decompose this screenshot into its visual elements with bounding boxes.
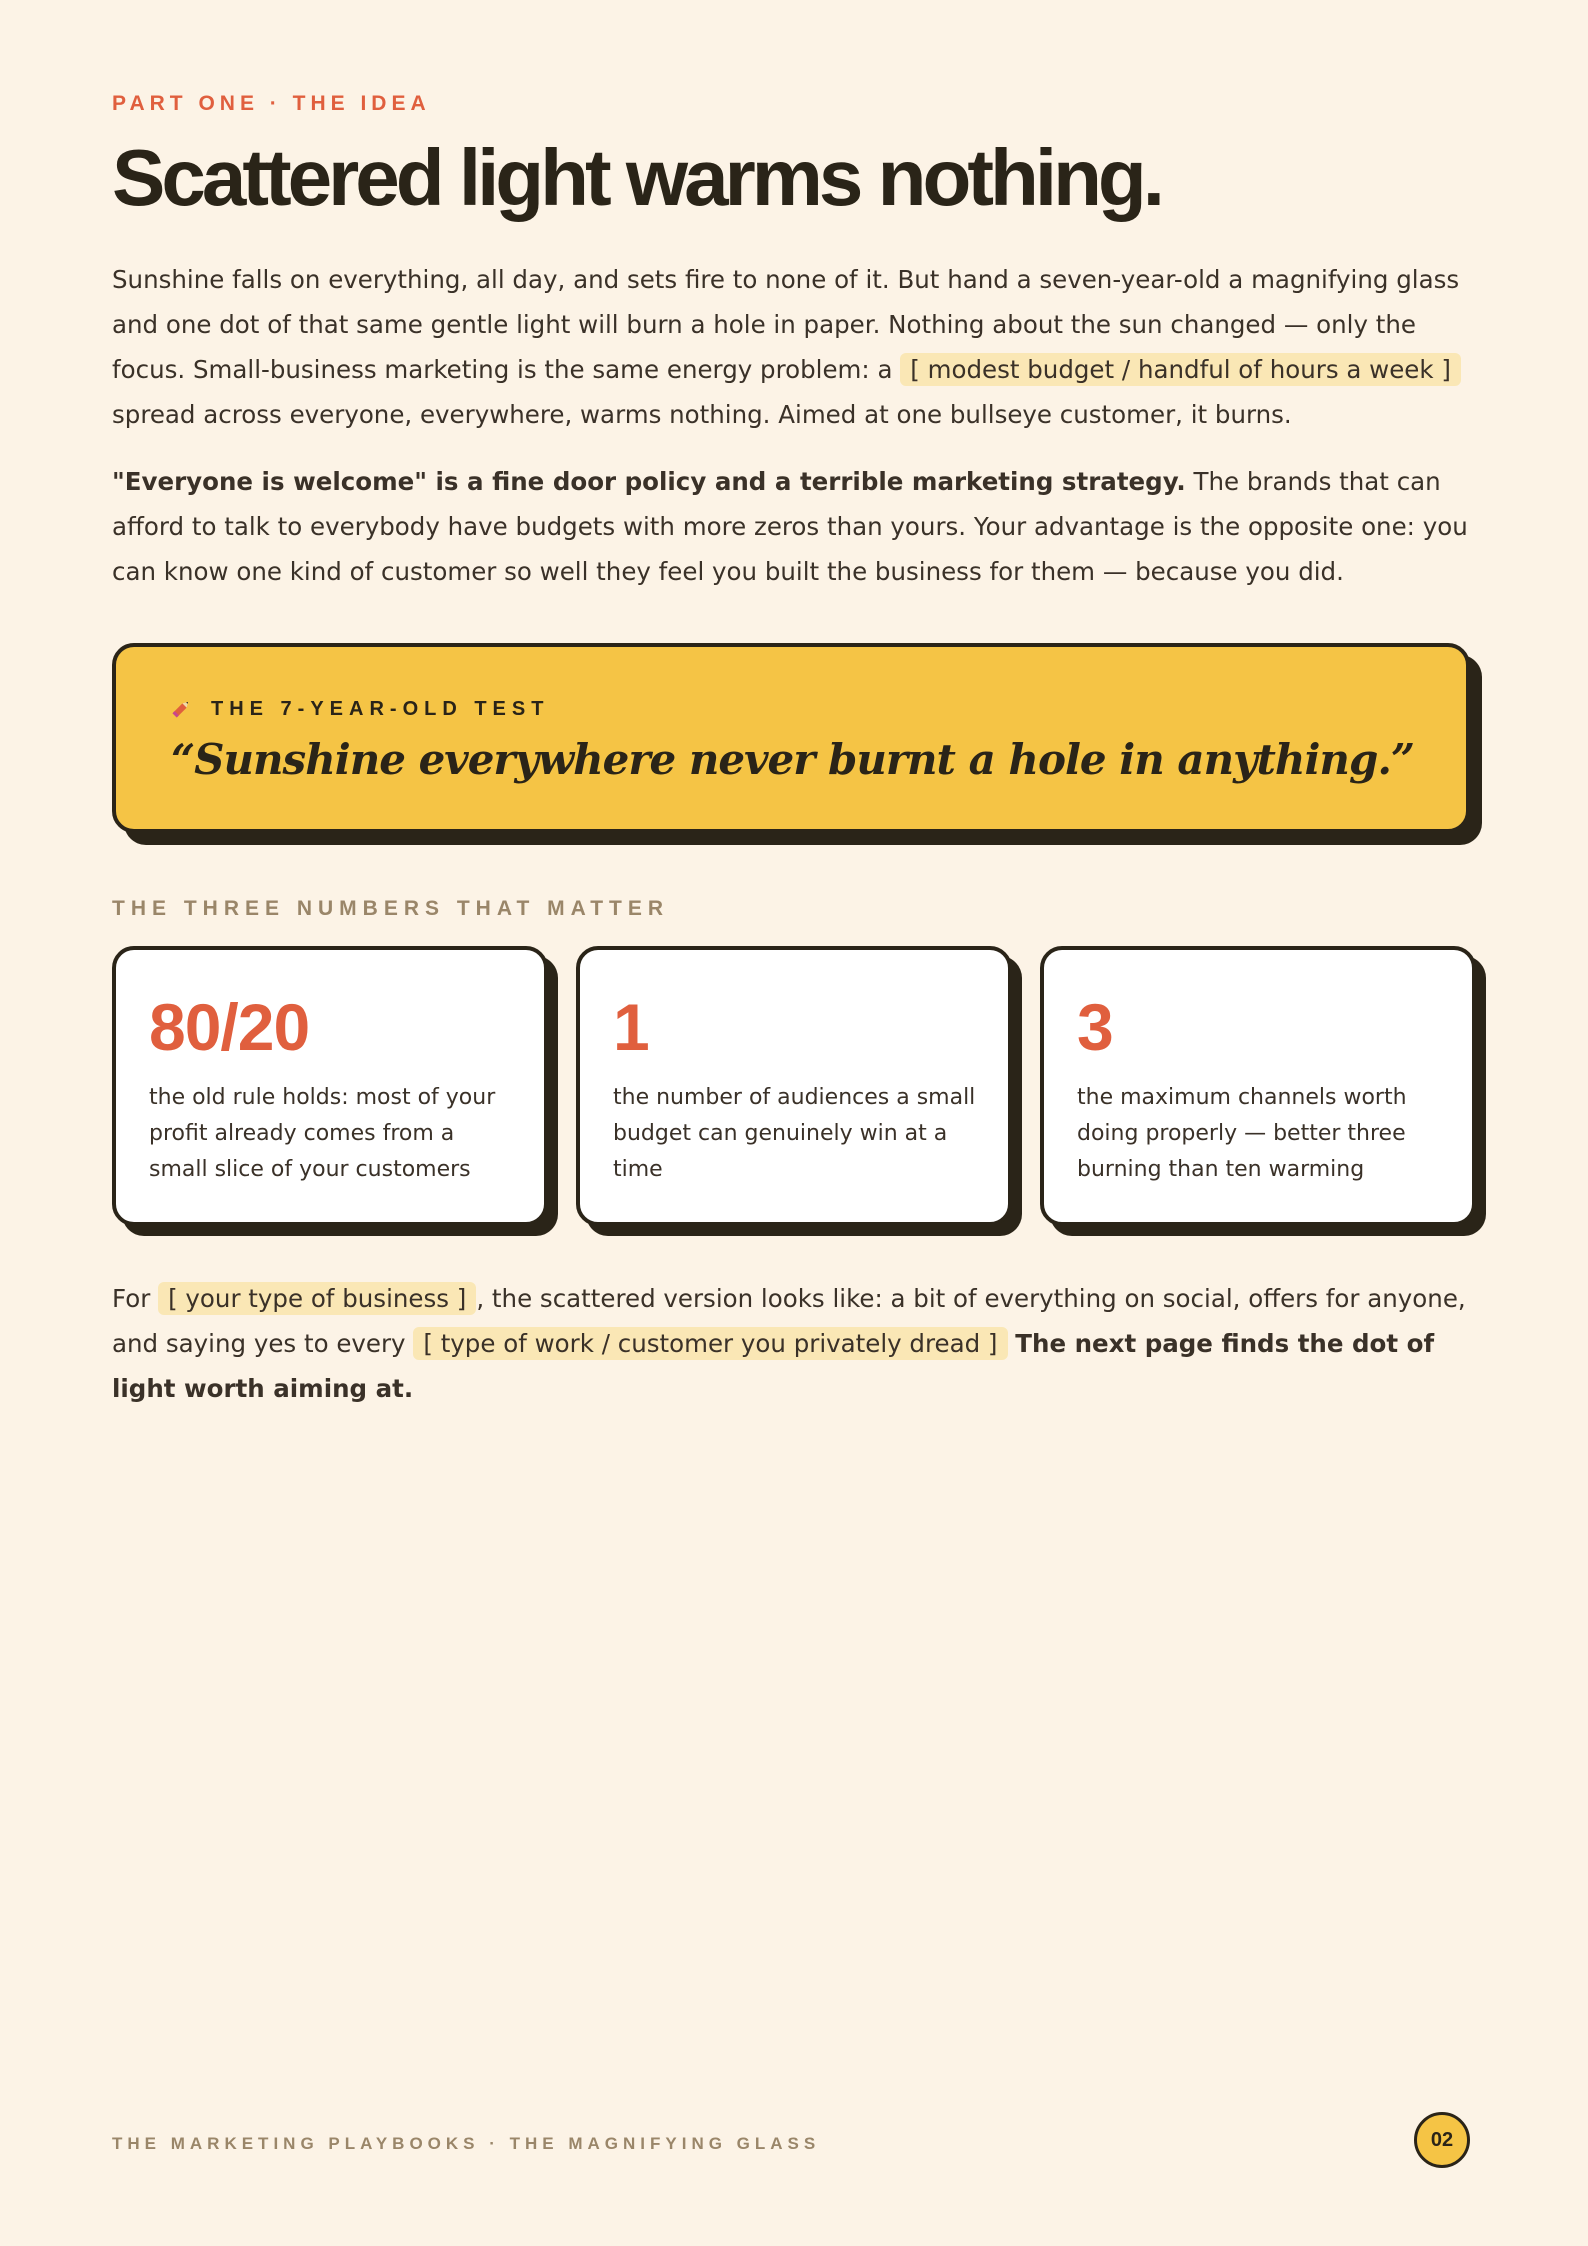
closing-text-start: For (112, 1284, 159, 1313)
stat-description: the number of audiences a small budget can genuinely win at a time (613, 1085, 976, 1182)
page-title: Scattered light warms nothing. (112, 133, 1162, 222)
stat-description: the maximum channels worth doing properly — better three burning than ten warming (1077, 1085, 1407, 1182)
intro-paragraph (112, 257, 1474, 437)
intro-text-end: spread across everyone, everywhere, warms nothing. Aimed at one bullseye customer, it burns. (112, 400, 1292, 429)
dreaded-work-placeholder: [ type of work / customer you privately dread ] (413, 1327, 1007, 1360)
intro-text: Sunshine falls on everything, all day, and sets fire to none of it. But hand a seven-year-old a magnifying glass and one dot of that same gentle light will burn a hole in paper. Nothing about the sun changed — only the focus. Small-business marketing is the same energy problem: a (112, 265, 1460, 384)
stat-number: 1 (613, 990, 649, 1064)
callout-quote: “Sunshine everywhere never burnt a hole in anything.” (171, 735, 1415, 784)
business-type-placeholder: [ your type of business ] (158, 1282, 476, 1315)
section-eyebrow: PART ONE · THE IDEA (112, 92, 431, 115)
callout-label (169, 697, 549, 721)
callout-label-text: THE 7-YEAR-OLD TEST (211, 697, 550, 720)
stat-card (576, 946, 1012, 1226)
strategy-paragraph (112, 459, 1474, 594)
strategy-lead: "Everyone is welcome" is a fine door policy and a terrible marketing strategy. (112, 467, 1186, 496)
numbers-section-label: THE THREE NUMBERS THAT MATTER (112, 897, 670, 920)
stat-number: 80/20 (149, 990, 310, 1064)
page-number-badge: 02 (1414, 2112, 1470, 2168)
closing-paragraph (112, 1276, 1474, 1411)
pencil-icon (169, 697, 193, 721)
footer-series-title: THE MARKETING PLAYBOOKS · THE MAGNIFYING GLASS (112, 2134, 821, 2153)
budget-placeholder: [ modest budget / handful of hours a week ] (900, 353, 1461, 386)
stat-card (112, 946, 548, 1226)
stat-number: 3 (1077, 990, 1113, 1064)
stat-description: the old rule holds: most of your profit already comes from a small slice of your customers (149, 1085, 496, 1182)
closing-lead-out: The next page finds the dot of light worth aiming at. (112, 1329, 1435, 1403)
strategy-text: The brands that can afford to talk to everybody have budgets with more zeros than yours. Your advantage is the opposite one: you can know one kind of customer so well they feel you built the business for them — because you did. (112, 467, 1468, 586)
stat-card (1040, 946, 1476, 1226)
seven-year-old-test-callout (112, 643, 1470, 833)
closing-text-middle: , the scattered version looks like: a bit of everything on social, offers for anyone, and saying yes to every (112, 1284, 1466, 1358)
